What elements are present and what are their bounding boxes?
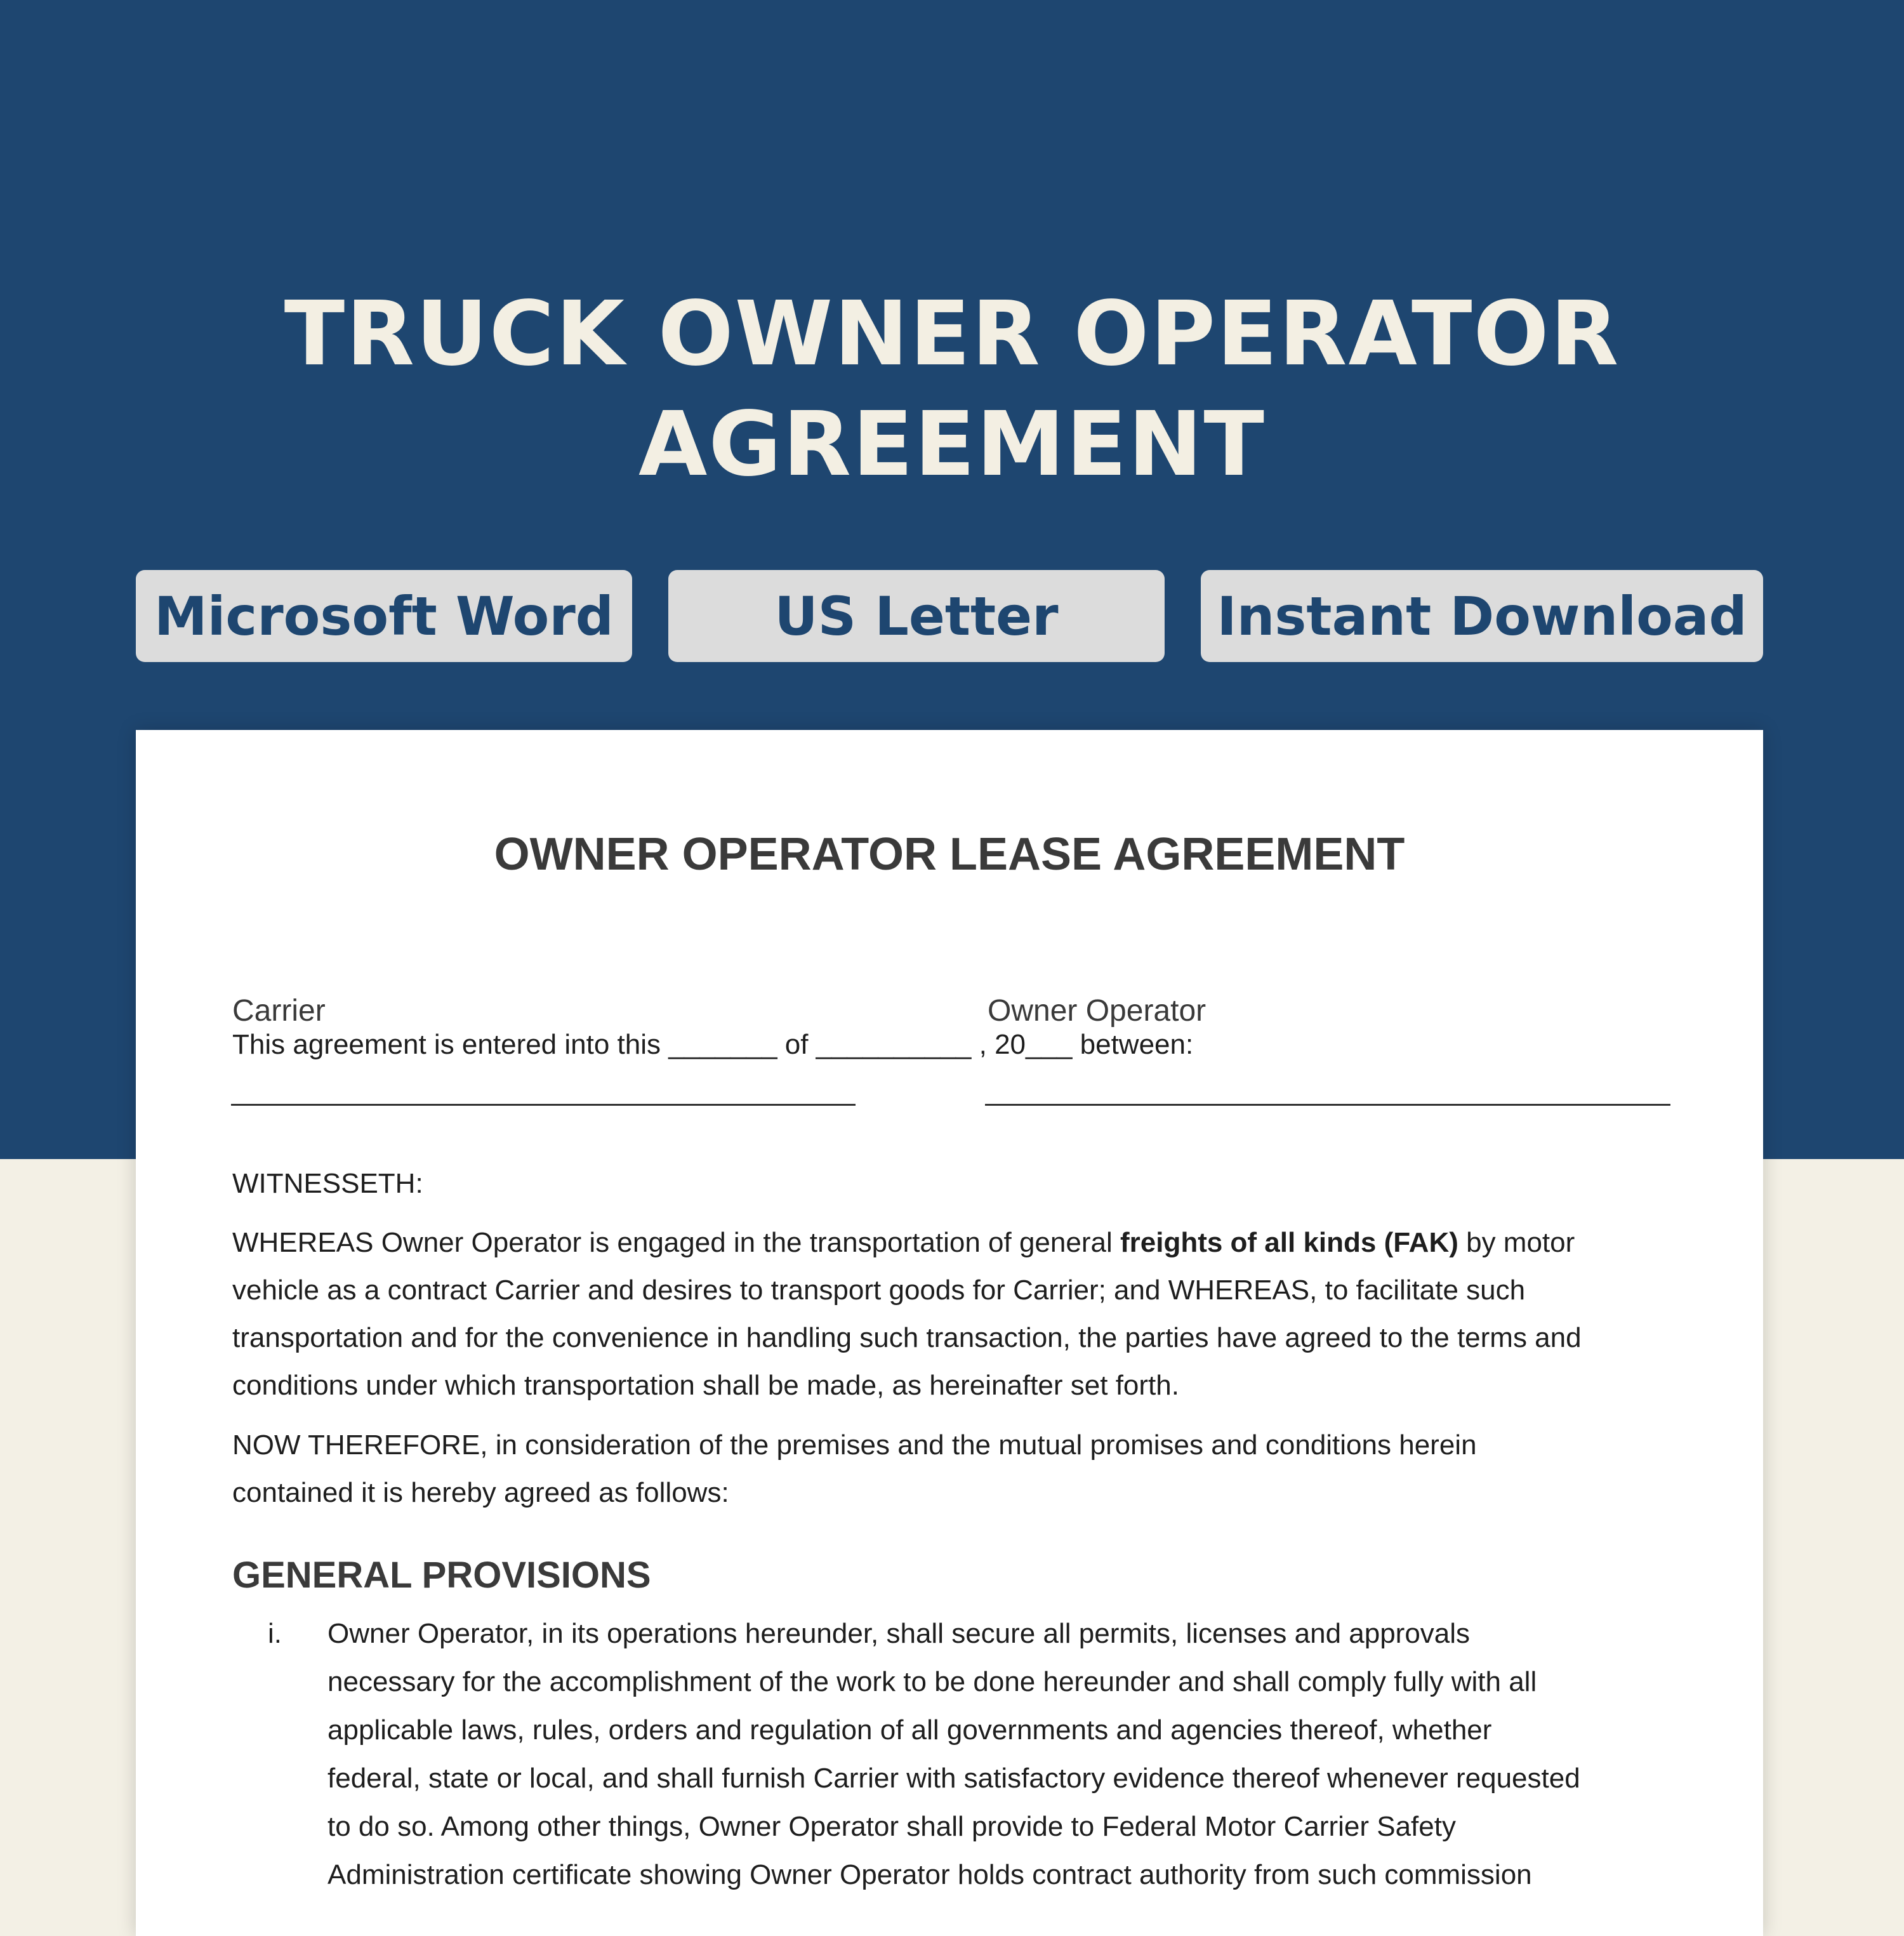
hero-title-line-1: TRUCK OWNER OPERATOR	[284, 282, 1620, 386]
now-therefore-line-2: contained it is hereby agreed as follows:	[232, 1477, 729, 1508]
whereas-line-1	[232, 1219, 1575, 1267]
document-text-layer	[232, 0, 1667, 1904]
list-item-line: Administration certificate showing Owner Operator holds contract authority from such commission	[327, 1859, 1532, 1890]
intro-line: This agreement is entered into this _______ of __________ , 20___ between:	[232, 1029, 1194, 1060]
witnesseth-label: WITNESSETH:	[232, 1168, 423, 1199]
now-therefore-line-1: NOW THEREFORE, in consideration of the premises and the mutual promises and conditions herein	[232, 1429, 1477, 1461]
whereas-line-4: conditions under which transportation shall be made, as hereinafter set forth.	[232, 1370, 1179, 1401]
document-title: OWNER OPERATOR LEASE AGREEMENT	[494, 829, 1405, 880]
whereas-line-1-text-b: by motor	[1458, 1227, 1575, 1258]
list-item	[327, 1610, 1597, 1899]
badge-microsoft-word: Microsoft Word	[136, 570, 632, 662]
list-item-line: federal, state or local, and shall furnish Carrier with satisfactory evidence thereof whenever requested	[327, 1763, 1580, 1794]
hero-title-line-2: AGREEMENT	[638, 393, 1266, 496]
whereas-line-2: vehicle as a contract Carrier and desires to transport goods for Carrier; and WHEREAS, to facilitate such	[232, 1275, 1526, 1306]
carrier-label: Carrier	[232, 994, 326, 1028]
list-item-line: applicable laws, rules, orders and regulation of all governments and agencies thereof, whether	[327, 1714, 1492, 1746]
list-item-number: i.	[268, 1618, 282, 1649]
owner-operator-label: Owner Operator	[988, 994, 1207, 1028]
whereas-line-3: transportation and for the convenience in handling such transaction, the parties have agreed to the terms and	[232, 1322, 1582, 1353]
list-item-line: Owner Operator, in its operations hereunder, shall secure all permits, licenses and approvals	[327, 1618, 1471, 1649]
list-item-line: to do so. Among other things, Owner Operator shall provide to Federal Motor Carrier Safety	[327, 1811, 1456, 1842]
fak-bold-text: freights of all kinds (FAK)	[1120, 1227, 1458, 1258]
list-item-line: necessary for the accomplishment of the work to be done hereunder and shall comply fully with all	[327, 1666, 1537, 1697]
badge-instant-download: Instant Download	[1201, 570, 1763, 662]
badge-us-letter: US Letter	[668, 570, 1165, 662]
section-heading: GENERAL PROVISIONS	[232, 1555, 651, 1596]
whereas-line-1-text-a: WHEREAS Owner Operator is engaged in the transportation of general	[232, 1227, 1120, 1258]
